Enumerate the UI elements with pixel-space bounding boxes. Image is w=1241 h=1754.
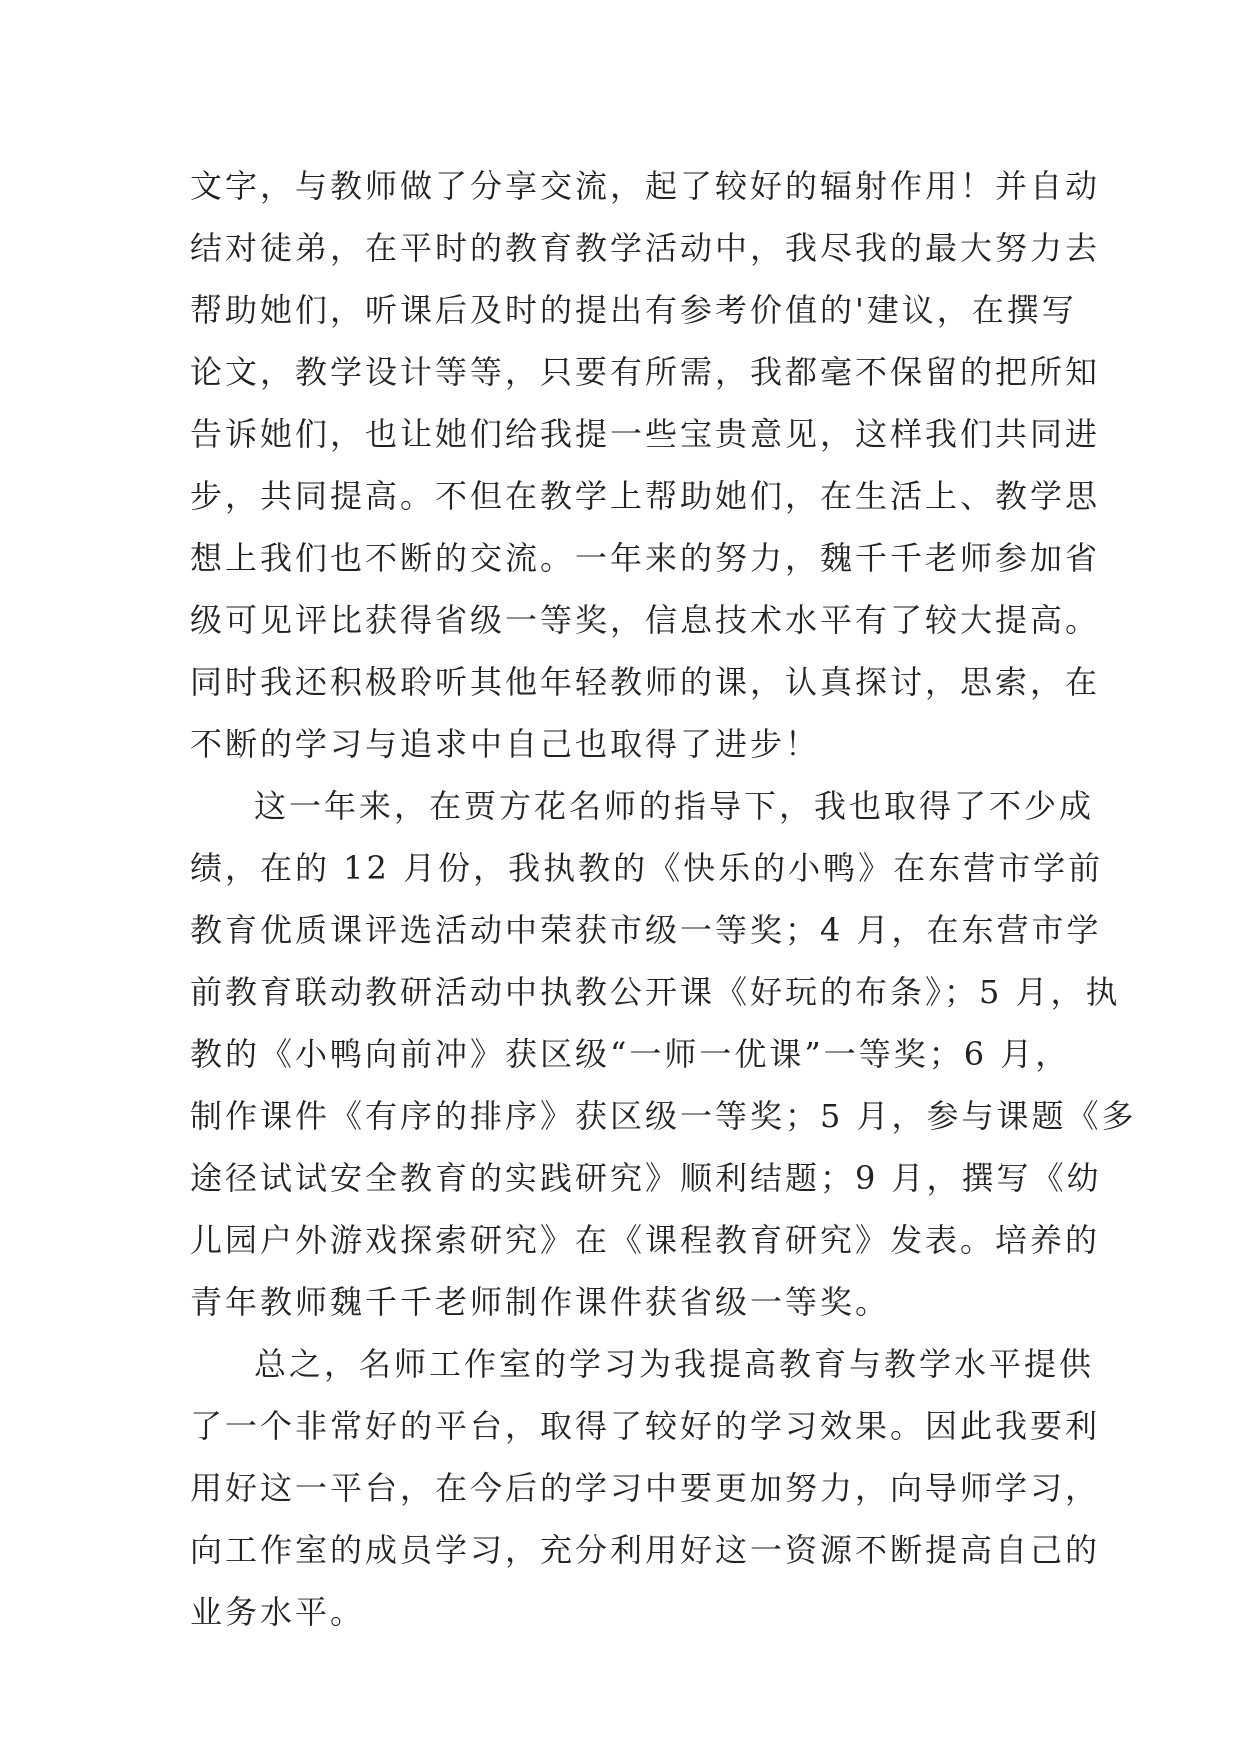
paragraph-2-line-6: 制作课件《有序的排序》获区级一等奖；5 月，参与课题《多 (190, 1097, 1137, 1135)
paragraph-3-line-4: 向工作室的成员学习，充分利用好这一资源不断提高自己的 (190, 1531, 1101, 1569)
paragraph-2-line-2: 绩，在的 12 月份，我执教的《快乐的小鸭》在东营市学前 (190, 849, 1104, 887)
paragraph-1-line-5: 告诉她们，也让她们给我提一些宝贵意见，这样我们共同进 (190, 415, 1101, 453)
paragraph-1-line-8: 级可见评比获得省级一等奖，信息技术水平有了较大提高。 (190, 601, 1101, 639)
paragraph-3-line-3: 用好这一平台，在今后的学习中要更加努力，向导师学习， (190, 1469, 1101, 1507)
paragraph-2-line-8: 儿园户外游戏探索研究》在《课程教育研究》发表。培养的 (190, 1221, 1101, 1259)
paragraph-1-line-10: 不断的学习与追求中自己也取得了进步！ (190, 725, 821, 763)
paragraph-2-line-9: 青年教师魏千千老师制作课件获省级一等奖。 (190, 1283, 891, 1321)
paragraph-2-line-7: 途径试试安全教育的实践研究》顺利结题；9 月，撰写《幼 (190, 1159, 1102, 1197)
paragraph-3-line-5: 业务水平。 (190, 1593, 366, 1631)
paragraph-1-line-4: 论文，教学设计等等，只要有所需，我都毫不保留的把所知 (190, 353, 1101, 391)
paragraph-3-line-2: 了一个非常好的平台，取得了较好的学习效果。因此我要利 (190, 1407, 1101, 1445)
paragraph-2-line-3: 教育优质课评选活动中荣获市级一等奖；4 月，在东营市学 (190, 911, 1102, 949)
paragraph-2-line-5: 教的《小鸭向前冲》获区级“一师一优课”一等奖；6 月， (190, 1035, 1071, 1073)
paragraph-3-line-1: 总之，名师工作室的学习为我提高教育与教学水平提供 (254, 1345, 1095, 1383)
paragraph-1-line-9: 同时我还积极聆听其他年轻教师的课，认真探讨，思索，在 (190, 663, 1101, 701)
paragraph-1-line-3: 帮助她们，听课后及时的提出有参考价值的'建议，在撰写 (190, 291, 1077, 329)
paragraph-1-line-2: 结对徒弟，在平时的教育教学活动中，我尽我的最大努力去 (190, 229, 1101, 267)
document-body (190, 155, 1137, 1643)
paragraph-1-line-1: 文字，与教师做了分享交流，起了较好的辐射作用！并自动 (190, 167, 1101, 205)
paragraph-2-line-1: 这一年来，在贾方花名师的指导下，我也取得了不少成 (254, 787, 1095, 825)
paragraph-2-line-4: 前教育联动教研活动中执教公开课《好玩的布条》；5 月，执 (190, 973, 1121, 1011)
paragraph-1-line-7: 想上我们也不断的交流。一年来的努力，魏千千老师参加省 (190, 539, 1101, 577)
paragraph-1-line-6: 步，共同提高。不但在教学上帮助她们，在生活上、教学思 (190, 477, 1101, 515)
